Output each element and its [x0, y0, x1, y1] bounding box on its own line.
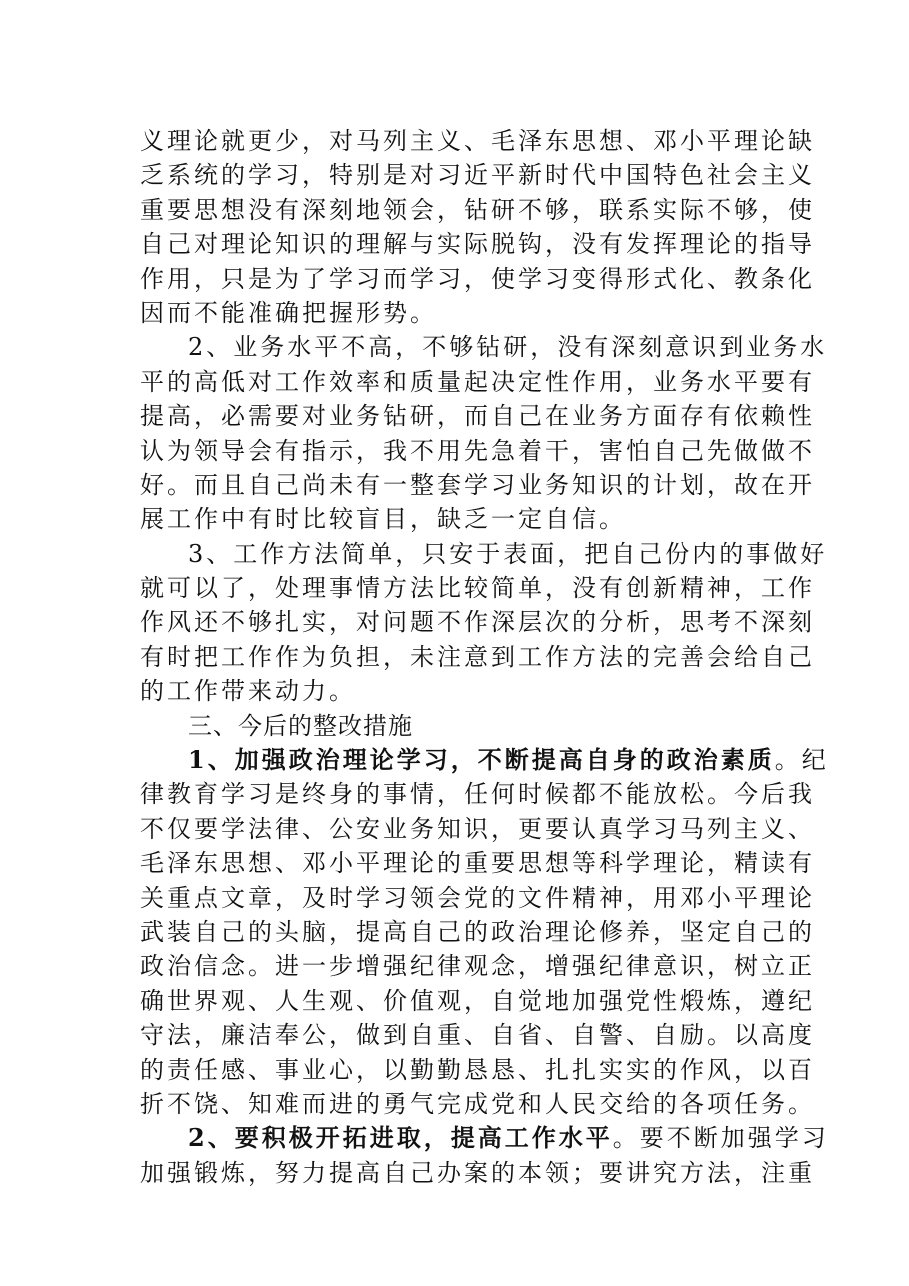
text-line: 的责任感、事业心，以勤勤恳恳、扎扎实实的作风，以百	[140, 1055, 815, 1084]
text-line: 平的高低对工作效率和质量起决定性作用，业务水平要有	[140, 367, 815, 396]
text-line: 重要思想没有深刻地领会，钻研不够，联系实际不够，使	[140, 195, 815, 224]
text-line	[140, 1121, 829, 1155]
document-page	[140, 124, 829, 1190]
text-line: 确世界观、人生观、价值观，自觉地加强党性煅炼，遵纪	[140, 986, 815, 1015]
paragraph-measure-1	[140, 743, 829, 1121]
text-line: 毛泽东思想、邓小平理论的重要思想等科学理论，精读有	[140, 849, 815, 878]
paragraph-theory-study	[140, 124, 815, 330]
text-line: 作用，只是为了学习而学习，使学习变得形式化、教条化	[140, 264, 815, 293]
text-line: 加强锻炼，努力提高自己办案的本领；要讲究方法，注重	[140, 1158, 815, 1187]
text-line: 关重点文章，及时学习领会党的文件精神，用邓小平理论	[140, 883, 815, 912]
paragraph-work-method	[140, 537, 828, 709]
text-line: 律教育学习是终身的事情，任何时候都不能放松。今后我	[140, 780, 815, 809]
text-line: 就可以了，处理事情方法比较简单，没有创新精神，工作	[140, 574, 815, 603]
text-line: 有时把工作作为负担，未注意到工作方法的完善会给自己	[140, 642, 815, 671]
text-line: 义理论就更少，对马列主义、毛泽东思想、邓小平理论缺	[140, 127, 815, 155]
text-line: 政治信念。进一步增强纪律观念，增强纪律意识，树立正	[140, 952, 815, 981]
text-line: 3、工作方法简单，只安于表面，把自己份内的事做好	[188, 539, 828, 568]
text-line: 因而不能准确把握形势。	[140, 298, 437, 327]
measure-1-lead-rest: 。纪	[774, 746, 829, 775]
text-line: 的工作带来动力。	[140, 677, 356, 706]
text-line: 武装自己的头脑，提高自己的政治理论修养，坚定自己的	[140, 917, 815, 946]
text-line: 好。而且自己尚未有一整套学习业务知识的计划，故在开	[140, 470, 815, 499]
paragraph-business-level	[140, 330, 828, 536]
text-line: 折不饶、知难而进的勇气完成党和人民交给的各项任务。	[140, 1089, 815, 1118]
text-line: 乏系统的学习，特别是对习近平新时代中国特色社会主义	[140, 161, 815, 190]
text-line: 不仅要学法律、公安业务知识，更要认真学习马列主义、	[140, 814, 815, 843]
measure-2-lead: 2、要积极开拓进取，提高工作水平	[188, 1123, 613, 1153]
paragraph-measure-2	[140, 1121, 829, 1190]
text-line: 守法，廉洁奉公，做到自重、自省、自警、自励。以高度	[140, 1021, 815, 1050]
section-heading: 三、今后的整改措施	[188, 711, 413, 740]
text-line: 认为领导会有指示，我不用先急着干，害怕自己先做做不	[140, 436, 815, 465]
text-line: 展工作中有时比较盲目，缺乏一定自信。	[140, 505, 626, 534]
measure-2-lead-rest: 。要不断加强学习	[612, 1124, 829, 1153]
measure-1-lead: 1、加强政治理论学习，不断提高自身的政治素质	[188, 745, 775, 775]
text-line: 2、业务水平不高，不够钻研，没有深刻意识到业务水	[188, 333, 828, 362]
text-line	[140, 743, 829, 777]
text-line: 作风还不够扎实，对问题不作深层次的分析，思考不深刻	[140, 608, 815, 637]
text-line: 自己对理论知识的理解与实际脱钩，没有发挥理论的指导	[140, 230, 815, 259]
text-line: 提高，必需要对业务钻研，而自己在业务方面存有依赖性	[140, 402, 815, 431]
